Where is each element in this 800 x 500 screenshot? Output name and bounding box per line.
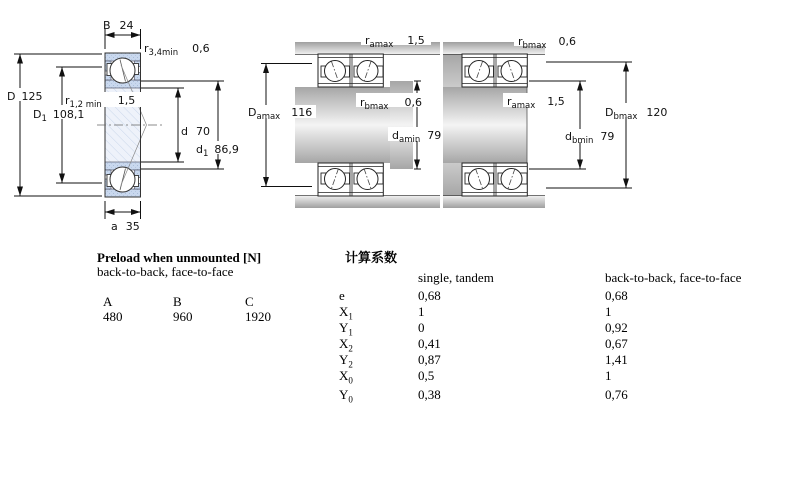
factor-value-single: 0 [418,320,425,335]
factor-symbol: $Y_1$ [339,320,353,338]
ball [357,61,378,82]
bearing-diagrams [0,0,800,248]
dim-label-d: d 70 [181,125,210,138]
ball [325,169,346,190]
dim-label-r12: $r_{1,2 min}$ 1,5 [65,94,136,110]
preload-col-A: A [103,294,113,309]
factor-value-paired: 1,41 [605,352,628,367]
dim-label-rbmax-mid: $r_{bmax}$ 0,6 [360,96,422,112]
preload-value-A: 480 [103,309,123,324]
housing-mounted-pair-diagram [443,42,545,208]
preload-subtitle: back-to-back, face-to-face [97,264,234,279]
preload-col-C: C [245,294,254,309]
preload-title: Preload when unmounted [N] [97,250,262,265]
factor-value-single: 0,87 [418,352,441,367]
dim-label-D1: $D_1$ 108,1 [33,108,85,124]
factor-value-single: 0,68 [418,288,441,303]
factor-value-single: 0,38 [418,387,441,402]
dim-label-Dbmax: $D_{bmax}$ 120 [605,106,668,122]
factors-col1-header: single, tandem [418,270,494,285]
bearing-cross-section-diagram [97,53,162,197]
factor-value-paired: 0,92 [605,320,628,335]
ball [469,169,490,190]
dim-label-rbmax-right: $r_{bmax}$ 0,6 [518,35,576,51]
factor-symbol: $X_2$ [339,336,353,354]
factor-symbol: e [339,288,345,303]
factor-value-paired: 1 [605,368,612,383]
ball [325,61,346,82]
ball [501,61,522,82]
ball [469,61,490,82]
factor-value-single: 0,5 [418,368,435,383]
preload-value-C: 1920 [245,309,271,324]
factor-symbol: $X_0$ [339,368,353,386]
dim-label-a: a 35 [111,220,140,233]
dim-label-B: B 24 [103,19,134,32]
factor-value-paired: 1 [605,304,612,319]
dim-label-d1: $d_1$ 86,9 [196,143,239,159]
dim-label-D: D 125 [7,90,43,103]
shaft-mounted-pair-diagram [295,42,440,208]
dim-label-damin: $d_{amin}$ 79 [392,129,442,145]
ball [501,169,522,190]
dim-label-r34: $r_{3,4min}$ 0,6 [144,42,210,58]
factor-value-paired: 0,67 [605,336,628,351]
factor-symbol: $Y_0$ [339,387,353,405]
dim-label-Damax: $D_{amax}$ 116 [248,106,313,122]
preload-value-B: 960 [173,309,193,324]
factor-value-single: 1 [418,304,425,319]
factors-col2-header: back-to-back, face-to-face [605,270,742,285]
factors-title: 计算系数 [345,250,398,265]
dim-label-dbmin: $d_{bmin}$ 79 [565,130,615,146]
factor-value-paired: 0,68 [605,288,628,303]
factor-value-single: 0,41 [418,336,441,351]
preload-col-B: B [173,294,182,309]
dim-label-ramax-mid: $r_{amax}$ 1,5 [365,34,425,50]
ball [357,169,378,190]
factor-symbol: $Y_2$ [339,352,353,370]
dim-label-ramax-right: $r_{amax}$ 1,5 [507,95,565,111]
factor-symbol: $X_1$ [339,304,353,322]
factor-value-paired: 0,76 [605,387,628,402]
